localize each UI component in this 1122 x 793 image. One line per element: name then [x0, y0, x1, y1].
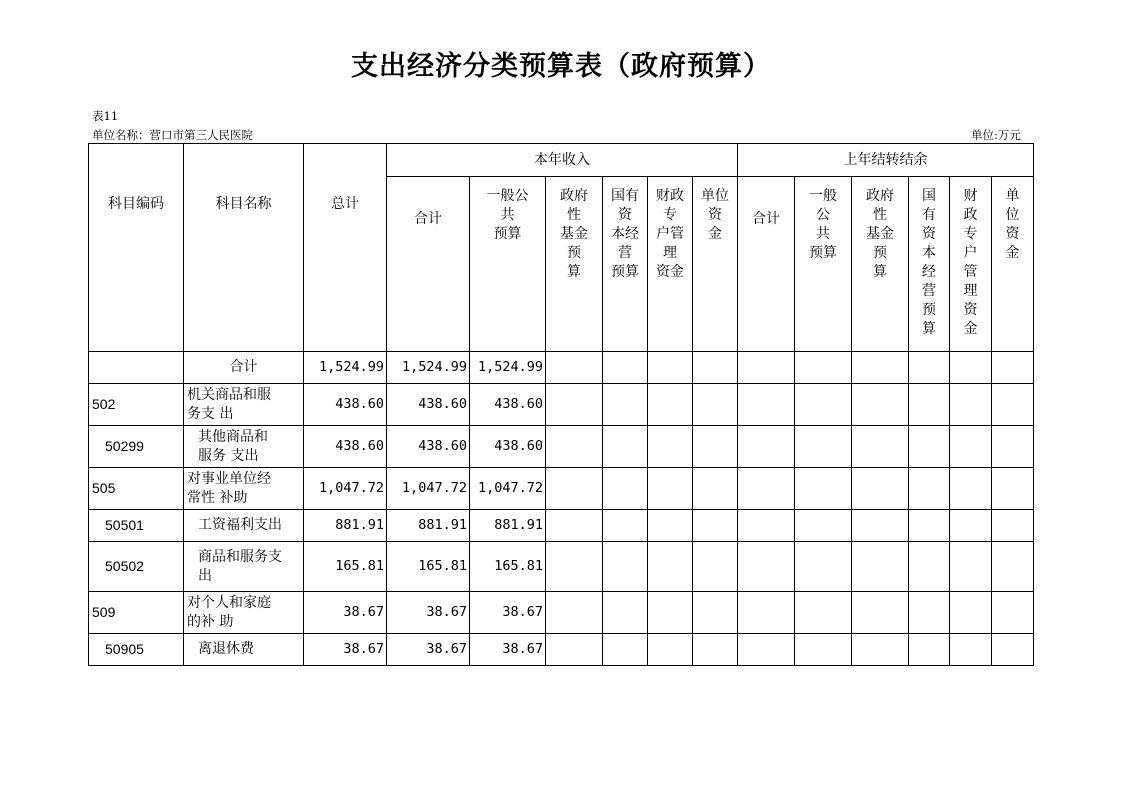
cell-empty — [738, 384, 795, 426]
header-text-line: 财 — [963, 188, 978, 204]
cell-code: 50502 — [89, 542, 184, 592]
header-text-line: 本经 — [611, 226, 639, 242]
cell-general: 1,524.99 — [470, 352, 546, 384]
cell-name — [184, 592, 304, 634]
header-text-line: 户管 — [656, 226, 684, 242]
header-text-line: 政府 — [560, 188, 588, 204]
cell-empty — [950, 384, 992, 426]
header-current-fiscal-special — [648, 177, 693, 352]
cell-empty — [738, 426, 795, 468]
cell-empty — [852, 384, 909, 426]
cell-empty — [852, 426, 909, 468]
header-current-unit-fund — [693, 177, 738, 352]
cell-name — [184, 542, 304, 592]
cell-name-line: 常性 补助 — [187, 489, 248, 506]
header-text-line: 预 — [873, 245, 887, 261]
cell-code: 50299 — [89, 426, 184, 468]
header-text-line: 基金 — [560, 226, 588, 242]
header-text-line: 政府 — [866, 188, 894, 204]
header-text-line: 经 — [922, 264, 936, 280]
cell-empty — [852, 352, 909, 384]
cell-name-line: 工资福利支出 — [198, 517, 282, 533]
cell-empty — [603, 352, 648, 384]
header-carry-unit-fund — [992, 177, 1034, 352]
cell-empty — [950, 426, 992, 468]
cell-general: 438.60 — [470, 384, 546, 426]
cell-empty — [648, 384, 693, 426]
header-text-line: 预 — [922, 302, 936, 318]
header-text-line: 管 — [963, 264, 978, 280]
header-text-line: 资 — [922, 226, 936, 242]
cell-empty — [795, 542, 852, 592]
header-group-carry: 上年结转结余 — [738, 144, 1034, 177]
cell-sum: 38.67 — [387, 634, 470, 666]
header-text-line: 预算 — [611, 264, 639, 280]
cell-empty — [546, 634, 603, 666]
cell-empty — [648, 426, 693, 468]
cell-empty — [546, 352, 603, 384]
cell-empty — [795, 592, 852, 634]
cell-empty — [603, 426, 648, 468]
header-text-line: 金 — [1005, 245, 1020, 261]
cell-empty — [603, 542, 648, 592]
header-text-line: 共 — [500, 207, 515, 223]
unit-name: 单位名称：营口市第三人民医院 — [92, 128, 253, 142]
cell-empty — [909, 592, 950, 634]
cell-empty — [648, 510, 693, 542]
cell-sum: 1,524.99 — [387, 352, 470, 384]
cell-empty — [909, 468, 950, 510]
table-number: 表11 — [92, 109, 119, 123]
header-text-line: 一般公 — [486, 188, 529, 204]
header-text-line: 本 — [922, 245, 936, 261]
cell-empty — [546, 542, 603, 592]
cell-name — [184, 468, 304, 510]
cell-empty — [738, 634, 795, 666]
cell-code: 509 — [89, 592, 184, 634]
cell-general: 165.81 — [470, 542, 546, 592]
cell-name: 合计 — [184, 352, 304, 384]
header-text-line: 单 — [1005, 188, 1020, 204]
cell-empty — [950, 592, 992, 634]
cell-empty — [992, 542, 1034, 592]
cell-empty — [992, 510, 1034, 542]
cell-total: 38.67 — [304, 634, 387, 666]
cell-total: 438.60 — [304, 384, 387, 426]
cell-empty — [909, 542, 950, 592]
cell-empty — [950, 468, 992, 510]
cell-empty — [992, 352, 1034, 384]
header-text-line: 预算 — [809, 245, 837, 261]
cell-name — [184, 384, 304, 426]
header-text-line: 共 — [816, 226, 830, 242]
cell-empty — [603, 592, 648, 634]
cell-general: 881.91 — [470, 510, 546, 542]
cell-name-line: 务支 出 — [187, 405, 234, 422]
table-row — [89, 426, 1034, 468]
cell-empty — [603, 384, 648, 426]
table-row — [89, 468, 1034, 510]
cell-sum: 1,047.72 — [387, 468, 470, 510]
cell-sum: 438.60 — [387, 384, 470, 426]
header-text-line: 金 — [708, 226, 722, 242]
cell-empty — [795, 510, 852, 542]
header-text-line: 资 — [708, 207, 722, 223]
cell-total: 165.81 — [304, 542, 387, 592]
cell-empty — [648, 592, 693, 634]
header-text-line: 性 — [567, 207, 581, 223]
cell-empty — [693, 542, 738, 592]
cell-total: 1,524.99 — [304, 352, 387, 384]
cell-empty — [795, 384, 852, 426]
header-total: 总计 — [304, 144, 387, 352]
cell-name — [184, 510, 304, 542]
cell-name-line: 的补 助 — [187, 613, 234, 630]
header-text-line: 资 — [1005, 226, 1020, 242]
header-text-line: 算 — [873, 264, 887, 280]
cell-empty — [909, 352, 950, 384]
header-text-line: 算 — [922, 321, 936, 337]
cell-empty — [909, 510, 950, 542]
header-current-general — [470, 177, 546, 352]
header-text-line: 一般 — [809, 188, 837, 204]
header-group-current: 本年收入 — [387, 144, 738, 177]
cell-empty — [693, 426, 738, 468]
table-row — [89, 592, 1034, 634]
cell-sum: 438.60 — [387, 426, 470, 468]
header-current-sum: 合计 — [387, 177, 470, 352]
header-text-line: 专 — [963, 226, 978, 242]
cell-empty — [693, 468, 738, 510]
cell-name-line: 机关商品和服 — [187, 386, 271, 403]
cell-general: 38.67 — [470, 634, 546, 666]
cell-empty — [546, 468, 603, 510]
header-text-line: 专 — [663, 207, 677, 223]
cell-empty — [648, 542, 693, 592]
header-text-line: 金 — [963, 321, 978, 337]
cell-empty — [992, 468, 1034, 510]
header-name: 科目名称 — [184, 144, 304, 352]
header-text-line: 户 — [963, 245, 978, 261]
cell-total: 881.91 — [304, 510, 387, 542]
header-text-line: 单位 — [701, 188, 729, 204]
cell-total: 1,047.72 — [304, 468, 387, 510]
cell-general: 438.60 — [470, 426, 546, 468]
header-text-line: 性 — [873, 207, 887, 223]
header-text-line: 预算 — [493, 226, 522, 242]
header-text-line: 营 — [922, 283, 936, 299]
header-text-line: 资 — [618, 207, 632, 223]
header-carry-general — [795, 177, 852, 352]
cell-empty — [693, 510, 738, 542]
header-code: 科目编码 — [89, 144, 184, 352]
cell-empty — [909, 634, 950, 666]
cell-sum: 881.91 — [387, 510, 470, 542]
header-text-line: 资 — [963, 302, 978, 318]
cell-empty — [795, 468, 852, 510]
cell-empty — [950, 634, 992, 666]
header-text-line: 基金 — [866, 226, 894, 242]
table-row — [89, 352, 1034, 384]
cell-name — [184, 426, 304, 468]
cell-empty — [795, 426, 852, 468]
cell-empty — [546, 426, 603, 468]
header-text-line: 政 — [963, 207, 978, 223]
header-current-state-capital — [603, 177, 648, 352]
cell-empty — [795, 352, 852, 384]
cell-sum: 165.81 — [387, 542, 470, 592]
cell-general: 38.67 — [470, 592, 546, 634]
table-row — [89, 510, 1034, 542]
cell-code — [89, 352, 184, 384]
cell-empty — [992, 426, 1034, 468]
cell-general: 1,047.72 — [470, 468, 546, 510]
cell-code: 502 — [89, 384, 184, 426]
cell-empty — [648, 468, 693, 510]
table-row — [89, 542, 1034, 592]
cell-empty — [738, 352, 795, 384]
cell-name — [184, 634, 304, 666]
cell-empty — [852, 510, 909, 542]
header-text-line: 国有 — [611, 188, 639, 204]
header-text-line: 理 — [663, 245, 677, 261]
header-text-line: 算 — [567, 264, 581, 280]
cell-total: 38.67 — [304, 592, 387, 634]
cell-empty — [603, 468, 648, 510]
cell-empty — [693, 634, 738, 666]
cell-name-line: 服务 支出 — [198, 447, 259, 464]
cell-empty — [992, 592, 1034, 634]
cell-empty — [738, 510, 795, 542]
cell-empty — [546, 510, 603, 542]
table-row — [89, 384, 1034, 426]
header-carry-gov-fund — [852, 177, 909, 352]
cell-empty — [546, 384, 603, 426]
header-text-line: 财政 — [656, 188, 684, 204]
currency-unit: 单位:万元 — [971, 128, 1021, 142]
cell-empty — [546, 592, 603, 634]
cell-empty — [603, 634, 648, 666]
cell-empty — [603, 510, 648, 542]
cell-empty — [693, 384, 738, 426]
cell-empty — [795, 634, 852, 666]
cell-empty — [852, 592, 909, 634]
cell-empty — [738, 542, 795, 592]
header-text-line: 营 — [618, 245, 632, 261]
cell-empty — [992, 634, 1034, 666]
cell-empty — [909, 384, 950, 426]
cell-empty — [992, 384, 1034, 426]
cell-name-line: 商品和服务支 — [198, 548, 282, 565]
cell-name-line: 其他商品和 — [198, 428, 268, 445]
header-carry-state-capital — [909, 177, 950, 352]
cell-empty — [738, 592, 795, 634]
cell-empty — [950, 510, 992, 542]
header-text-line: 公 — [816, 207, 830, 223]
header-text-line: 理 — [963, 283, 978, 299]
table-row — [89, 634, 1034, 666]
cell-empty — [950, 352, 992, 384]
budget-table — [88, 143, 1034, 666]
cell-total: 438.60 — [304, 426, 387, 468]
cell-empty — [950, 542, 992, 592]
cell-name-line: 对事业单位经 — [187, 470, 271, 487]
cell-code: 50905 — [89, 634, 184, 666]
page-title: 支出经济分类预算表（政府预算） — [351, 51, 771, 82]
cell-empty — [693, 592, 738, 634]
header-text-line: 国 — [922, 188, 936, 204]
header-text-line: 位 — [1005, 207, 1020, 223]
cell-empty — [852, 634, 909, 666]
cell-name-line: 出 — [198, 567, 212, 584]
cell-empty — [738, 468, 795, 510]
cell-empty — [852, 542, 909, 592]
header-text-line: 预 — [567, 245, 581, 261]
cell-empty — [693, 352, 738, 384]
cell-code: 505 — [89, 468, 184, 510]
cell-empty — [909, 426, 950, 468]
header-carry-fiscal-special — [950, 177, 992, 352]
header-text-line: 资金 — [656, 264, 684, 280]
cell-empty — [648, 634, 693, 666]
cell-code: 50501 — [89, 510, 184, 542]
cell-sum: 38.67 — [387, 592, 470, 634]
cell-name-line: 对个人和家庭 — [187, 594, 271, 611]
header-carry-sum: 合计 — [738, 177, 795, 352]
header-text-line: 有 — [922, 207, 936, 223]
cell-empty — [648, 352, 693, 384]
cell-empty — [852, 468, 909, 510]
cell-name-line: 离退休费 — [198, 641, 254, 657]
header-current-gov-fund — [546, 177, 603, 352]
